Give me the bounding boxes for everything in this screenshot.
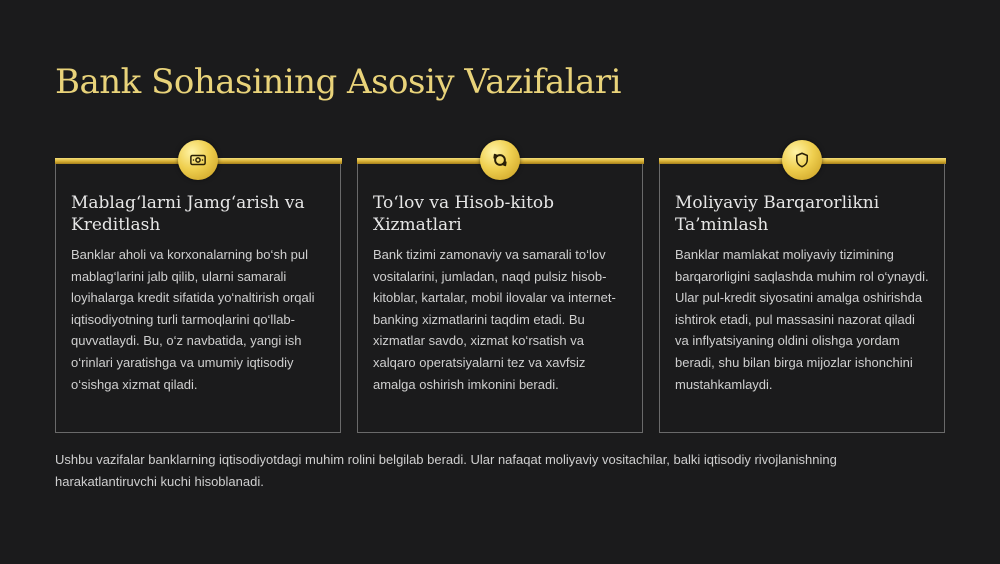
card-body: Bank tizimi zamonaviy va samarali to‘lov vositalarini, jumladan, naqd pulsiz hisob-kitoblar, kartalar, mobil ilovalar va internet-banking xizmatlarini taqdim etadi. Bu xizmatlar savdo, xizmat ko‘rsatish va xalqaro operatsiyalarni tez va xavfsiz amalga oshirish imkonini beradi. <box>373 247 616 392</box>
card-payments <box>357 158 643 433</box>
summary-text: Ushbu vazifalar banklarning iqtisodiyotdagi muhim rolini belgilab beradi. Ular nafaqat moliyaviy vositachilar, balki iqtisodiy rivojlanishning harakatlantiruvchi kuchi hisoblanadi. <box>55 452 837 489</box>
payment-icon <box>480 140 520 180</box>
page-title: Bank Sohasining Asosiy Vazifalari <box>55 62 621 102</box>
money-icon <box>178 140 218 180</box>
card-heading: Moliyaviy Barqarorlikni Ta’minlash <box>675 193 880 235</box>
card-body: Banklar aholi va korxonalarning bo‘sh pul mablag‘larini jalb qilib, ularni samarali loyihalarga kredit sifatida yo‘naltirish orqali iqtisodiyotning turli tarmoqlarini qo‘llab-quvvatlaydi. Bu, o‘z navbatida, yangi ish o‘rinlari yaratishga va umumiy iqtisodiy o‘sishga xizmat qiladi. <box>71 247 315 392</box>
shield-icon <box>782 140 822 180</box>
card-savings-credit <box>55 158 341 433</box>
card-stability <box>659 158 945 433</box>
card-heading: To‘lov va Hisob-kitob Xizmatlari <box>373 193 555 235</box>
card-heading: Mablag‘larni Jamg‘arish va Kreditlash <box>71 193 305 235</box>
card-body: Banklar mamlakat moliyaviy tizimining barqarorligini saqlashda muhim rol o‘ynaydi. Ular pul-kredit siyosatini amalga oshirishda ishtirok etadi, pul massasini nazorat qiladi va inflyatsiyaning oldini olishga yordam beradi, shu bilan birga mijozlar ishonchini mustahkamlaydi. <box>675 247 929 392</box>
